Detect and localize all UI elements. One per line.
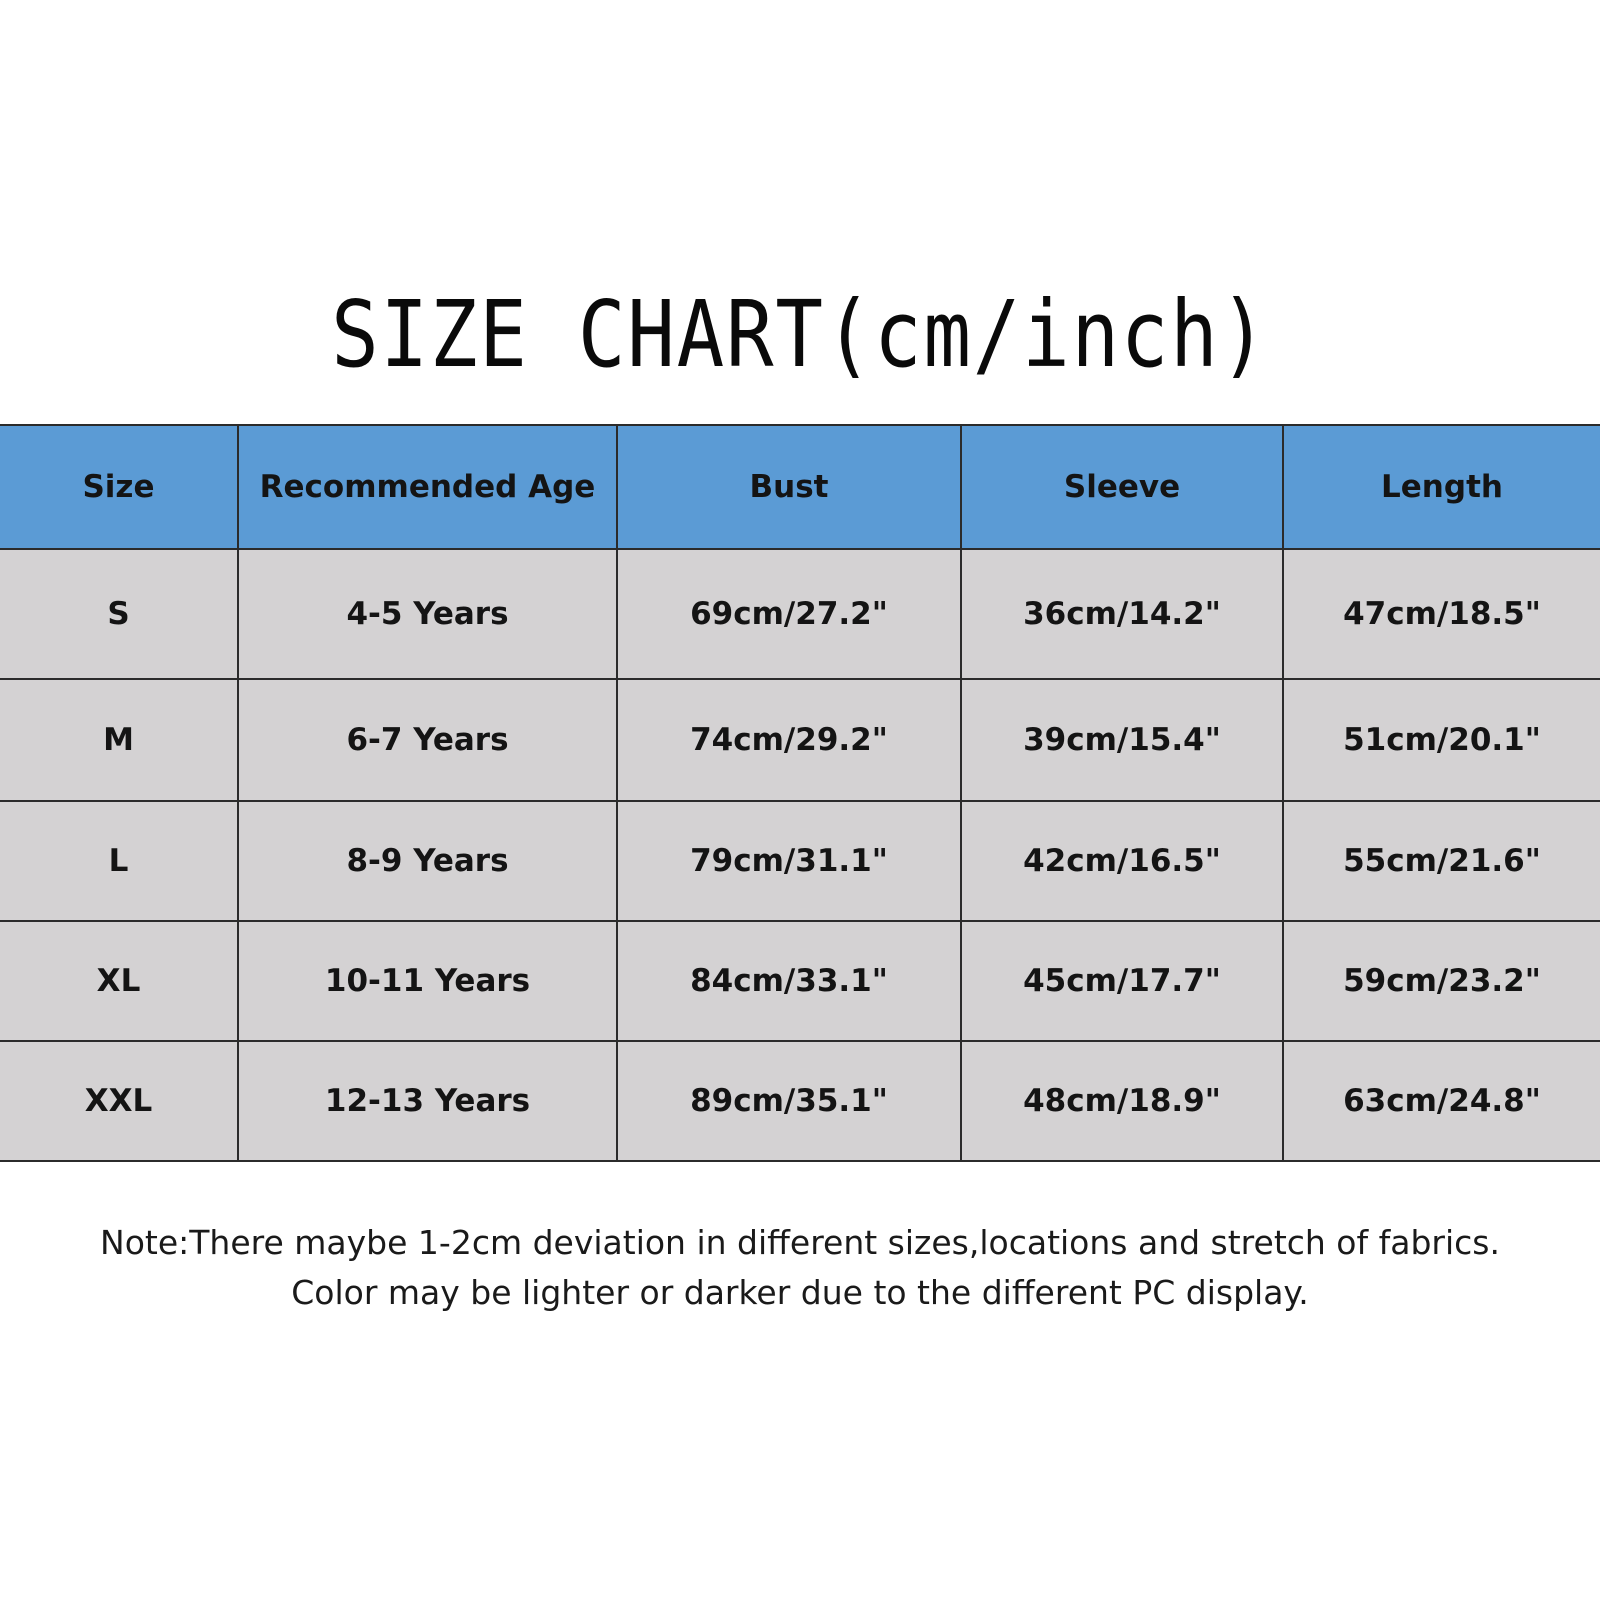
column-header-recommended-age: Recommended Age	[238, 425, 617, 549]
note-line-deviation: Note:There maybe 1-2cm deviation in different sizes,locations and stretch of fabrics.	[100, 1223, 1500, 1262]
length-cell: 55cm/21.6"	[1283, 801, 1600, 921]
table-row	[0, 549, 1600, 679]
note-line-color: Color may be lighter or darker due to the different PC display.	[291, 1273, 1309, 1312]
column-header-size: Size	[0, 425, 238, 549]
table-row	[0, 679, 1600, 801]
age-cell: 4-5 Years	[238, 549, 617, 679]
age-cell: 8-9 Years	[238, 801, 617, 921]
size-note	[0, 1218, 1600, 1318]
length-cell: 51cm/20.1"	[1283, 679, 1600, 801]
sleeve-cell: 48cm/18.9"	[961, 1041, 1283, 1161]
size-cell: L	[0, 801, 238, 921]
table-row	[0, 801, 1600, 921]
bust-cell: 79cm/31.1"	[617, 801, 961, 921]
age-cell: 12-13 Years	[238, 1041, 617, 1161]
length-cell: 63cm/24.8"	[1283, 1041, 1600, 1161]
size-chart-table	[0, 424, 1600, 1162]
page-title: SIZE CHART(cm/inch)	[331, 281, 1269, 388]
size-cell: XXL	[0, 1041, 238, 1161]
length-cell: 47cm/18.5"	[1283, 549, 1600, 679]
size-cell: S	[0, 549, 238, 679]
column-header-bust: Bust	[617, 425, 961, 549]
sleeve-cell: 42cm/16.5"	[961, 801, 1283, 921]
size-cell: XL	[0, 921, 238, 1041]
bust-cell: 74cm/29.2"	[617, 679, 961, 801]
column-header-sleeve: Sleeve	[961, 425, 1283, 549]
age-cell: 10-11 Years	[238, 921, 617, 1041]
bust-cell: 89cm/35.1"	[617, 1041, 961, 1161]
sleeve-cell: 36cm/14.2"	[961, 549, 1283, 679]
table-header-row	[0, 425, 1600, 549]
bust-cell: 69cm/27.2"	[617, 549, 961, 679]
size-cell: M	[0, 679, 238, 801]
sleeve-cell: 45cm/17.7"	[961, 921, 1283, 1041]
age-cell: 6-7 Years	[238, 679, 617, 801]
length-cell: 59cm/23.2"	[1283, 921, 1600, 1041]
table-row	[0, 1041, 1600, 1161]
sleeve-cell: 39cm/15.4"	[961, 679, 1283, 801]
column-header-length: Length	[1283, 425, 1600, 549]
table-row	[0, 921, 1600, 1041]
bust-cell: 84cm/33.1"	[617, 921, 961, 1041]
